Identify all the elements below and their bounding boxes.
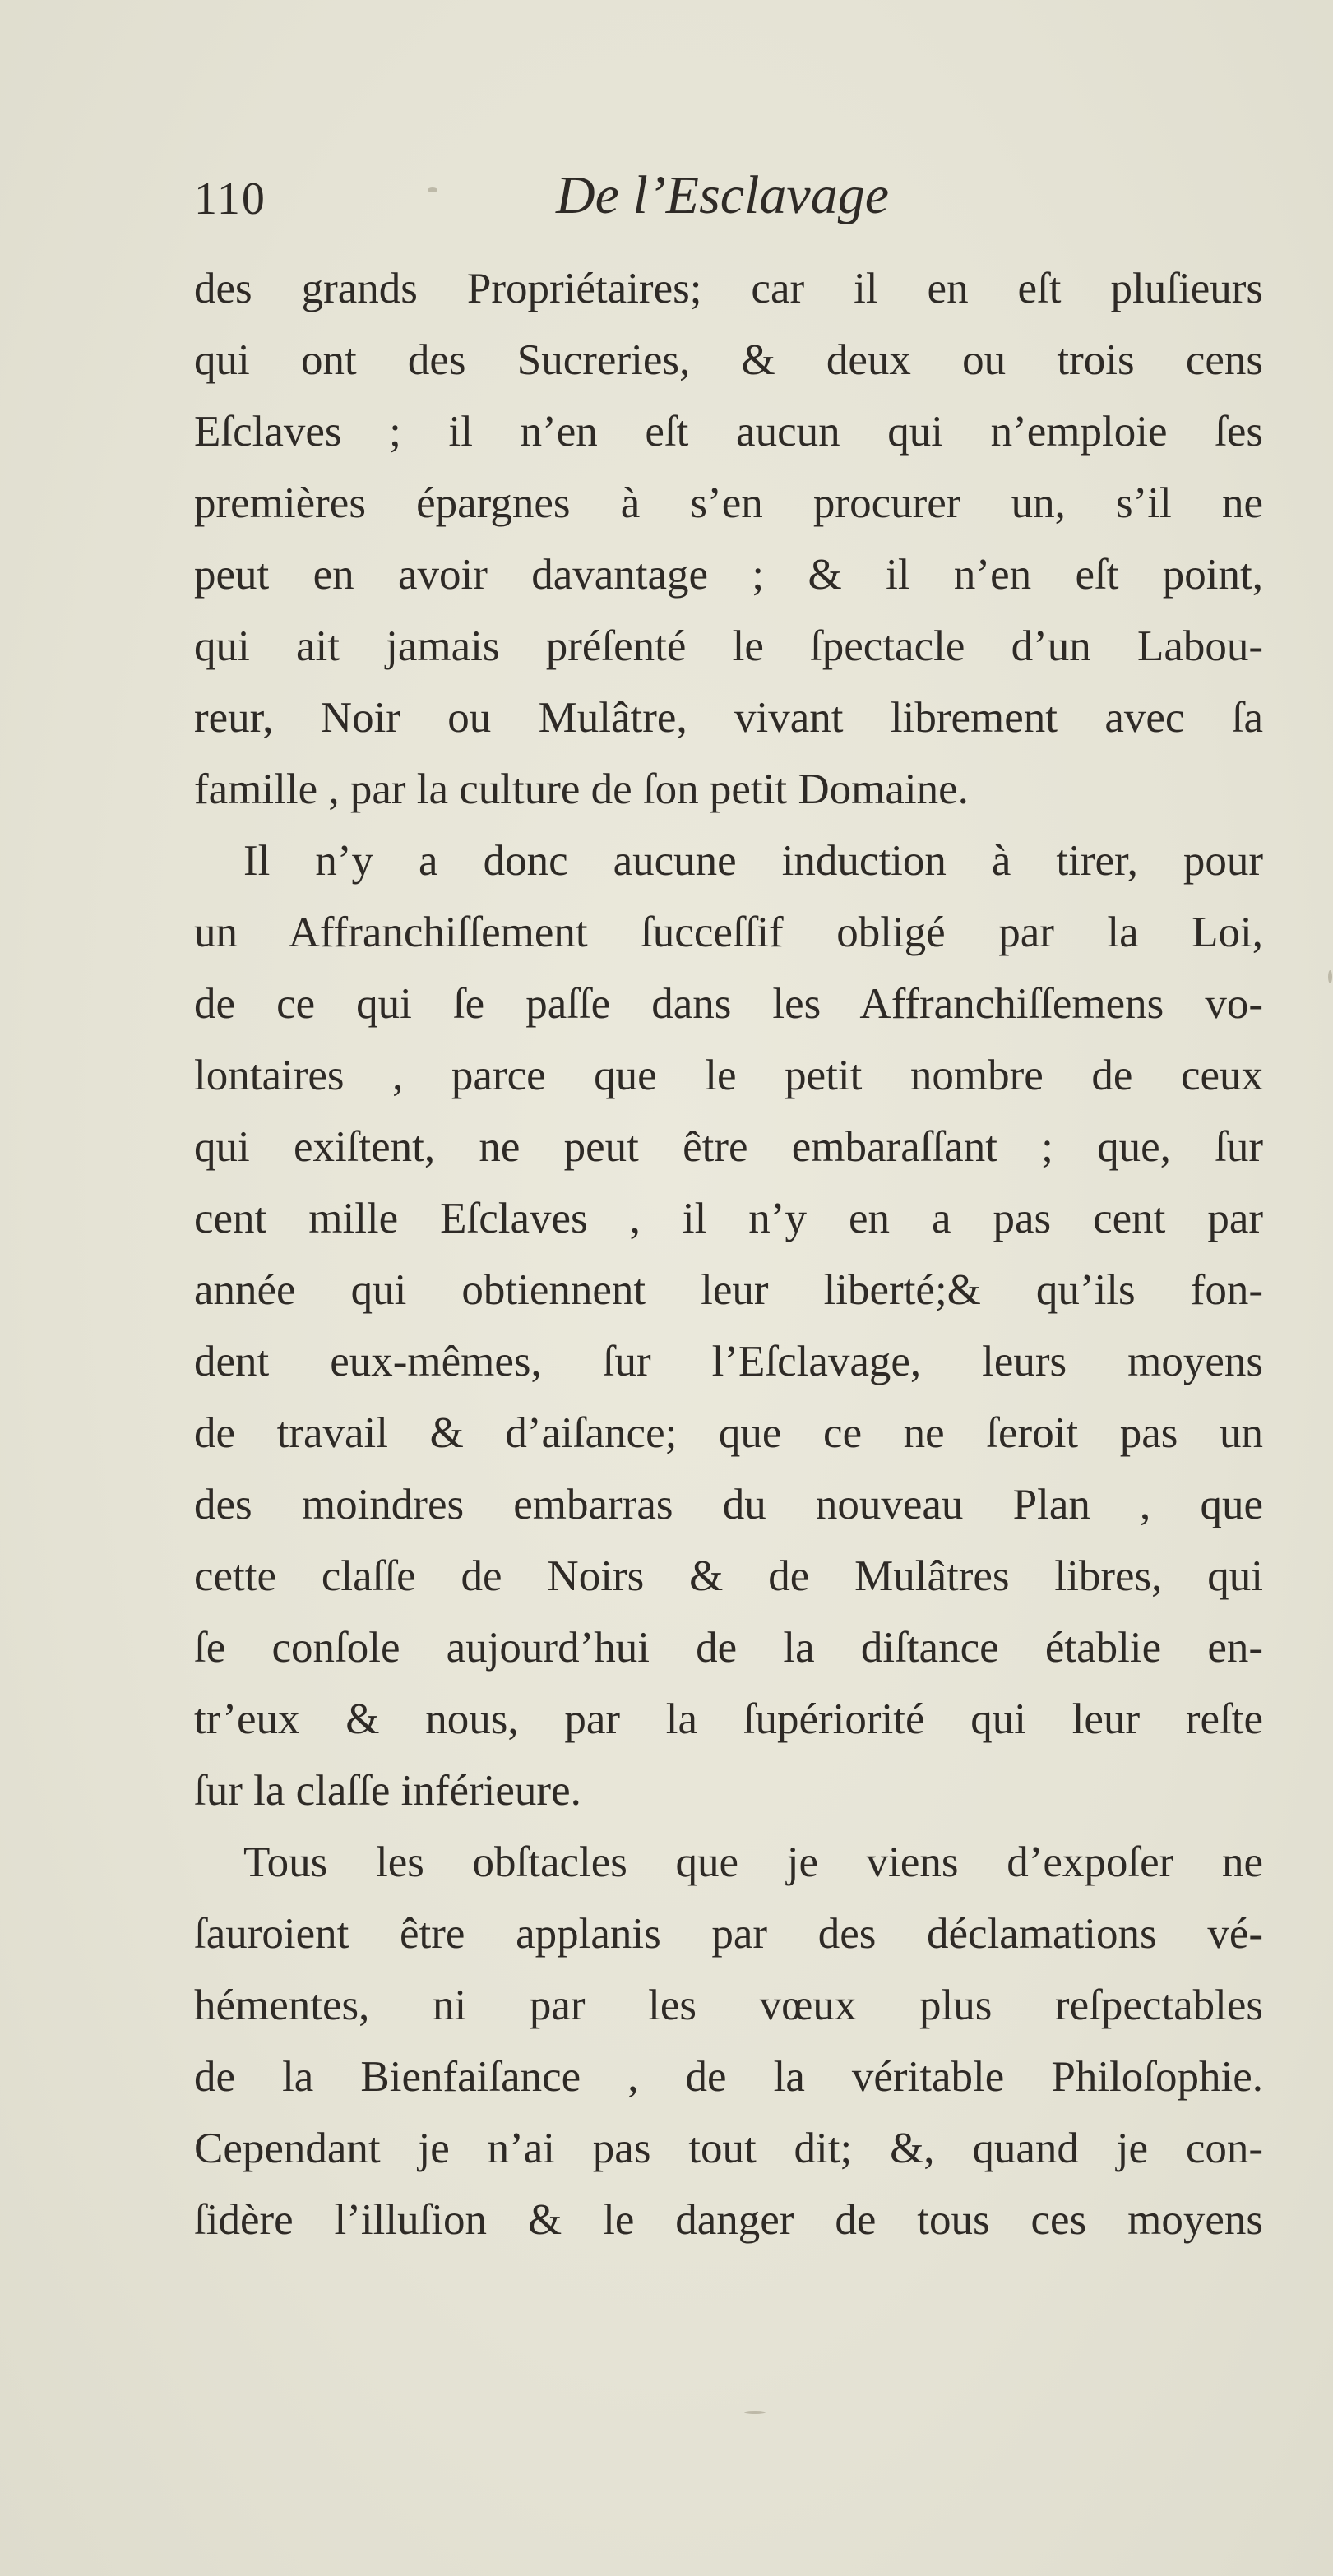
- running-title: De l’Esclavage: [556, 165, 889, 225]
- text-line: Cependant je n’ai pas tout dit; &, quand je con-: [194, 2125, 1263, 2172]
- text-line: peut en avoir davantage ; & il n’en eſt point,: [194, 551, 1263, 599]
- paragraph-2: [194, 826, 1263, 1827]
- text-line: Eſclaves ; il n’en eſt aucun qui n’emploie ſes: [194, 408, 1263, 456]
- text-line: ſur la claſſe inférieure.: [194, 1767, 581, 1815]
- text-line: des moindres embarras du nouveau Plan , que: [194, 1481, 1263, 1528]
- text-line: Il n’y a donc aucune induction à tirer, pour: [243, 837, 1263, 885]
- text-line: tr’eux & nous, par la ſupériorité qui leur reſte: [194, 1695, 1263, 1743]
- text-line: qui exiſtent, ne peut être embaraſſant ; que, ſur: [194, 1123, 1263, 1171]
- text-line: cette claſſe de Noirs & de Mulâtres libres, qui: [194, 1552, 1263, 1600]
- page-header: [194, 164, 1263, 255]
- body-text: [194, 253, 1263, 2256]
- text-line: lontaires , parce que le petit nombre de ceux: [194, 1052, 1263, 1099]
- text-line: Tous les obſtacles que je viens d’expoſer ne: [243, 1838, 1263, 1886]
- text-line: qui ait jamais préſenté le ſpectacle d’un Labou-: [194, 622, 1263, 670]
- paper-speck: [744, 2411, 766, 2414]
- text-line: famille , par la culture de ſon petit Domaine.: [194, 765, 969, 813]
- text-line: ſe conſole aujourd’hui de la diſtance établie en-: [194, 1624, 1263, 1672]
- page-number: 110: [194, 173, 266, 224]
- text-line: ſidère l’illuſion & le danger de tous ces moyens: [194, 2196, 1263, 2244]
- text-line: année qui obtiennent leur liberté;& qu’ils fon-: [194, 1266, 1263, 1314]
- text-line: un Affranchiſſement ſucceſſif obligé par la Loi,: [194, 909, 1263, 956]
- paragraph-1: [194, 253, 1263, 826]
- paragraph-3: [194, 1827, 1263, 2256]
- text-line: cent mille Eſclaves , il n’y en a pas cent par: [194, 1195, 1263, 1242]
- text-line: dent eux-mêmes, ſur l’Eſclavage, leurs moyens: [194, 1338, 1263, 1385]
- text-line: reur, Noir ou Mulâtre, vivant librement avec ſa: [194, 694, 1263, 742]
- text-line: ſauroient être applanis par des déclamations vé-: [194, 1910, 1263, 1958]
- text-line: des grands Propriétaires; car il en eſt pluſieurs: [194, 265, 1263, 312]
- text-line: qui ont des Sucreries, & deux ou trois cens: [194, 336, 1263, 384]
- text-line: de ce qui ſe paſſe dans les Affranchiſſemens vo-: [194, 980, 1263, 1028]
- text-line: premières épargnes à s’en procurer un, s’il ne: [194, 479, 1263, 527]
- text-line: hémentes, ni par les vœux plus reſpectables: [194, 1982, 1263, 2029]
- text-line: de travail & d’aiſance; que ce ne ſeroit pas un: [194, 1409, 1263, 1457]
- paper-speck: [1328, 970, 1332, 983]
- text-line: de la Bienfaiſance , de la véritable Philoſophie.: [194, 2053, 1263, 2101]
